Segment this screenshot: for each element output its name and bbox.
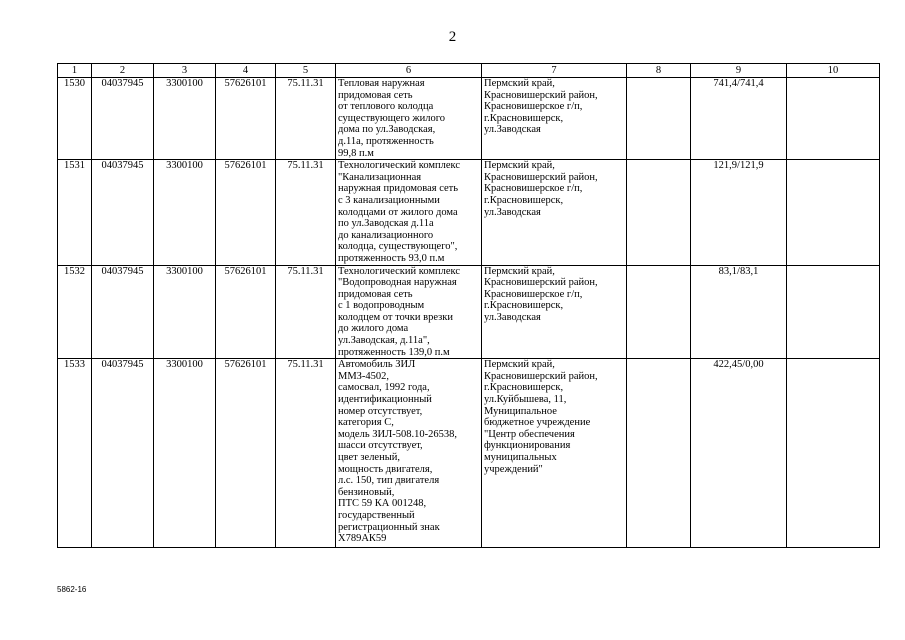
description-line: существующего жилого — [338, 112, 446, 124]
address-line: ул.Заводская — [484, 124, 541, 136]
column-10-cell — [787, 265, 880, 359]
description-line: от теплового колодца — [338, 101, 434, 113]
description-line: ММЗ-4502, — [338, 370, 390, 382]
description-line: Технологический комплекс — [338, 265, 461, 277]
okpo-code: 04037945 — [92, 359, 154, 548]
address-line: Красновишерское г/п, — [484, 288, 583, 300]
column-8-cell — [627, 265, 691, 359]
description-line: мощность двигателя, — [338, 463, 433, 475]
oktmo-code: 57626101 — [216, 359, 276, 548]
address-line: г.Красновишерск, — [484, 112, 564, 124]
description-line: л.с. 150, тип двигателя — [338, 475, 440, 487]
row-number: 1533 — [58, 359, 92, 548]
value-cell: 83,1/83,1 — [691, 265, 787, 359]
address-line: функционирования — [484, 440, 571, 452]
column-header-9: 9 — [691, 64, 787, 78]
row-number: 1531 — [58, 160, 92, 265]
description-line: цвет зеленый, — [338, 452, 401, 463]
description-line: придомовая сеть — [338, 288, 413, 300]
column-header-8: 8 — [627, 64, 691, 78]
column-header-6: 6 — [336, 64, 482, 78]
description-line: колодцем от точки врезки — [338, 311, 454, 323]
table-row — [58, 359, 880, 548]
column-header-1: 1 — [58, 64, 92, 78]
address-line: Пермский край, — [484, 160, 555, 172]
oktmo-code: 57626101 — [216, 265, 276, 359]
address-line: г.Красновишерск, — [484, 194, 564, 206]
description-line: номер отсутствует, — [338, 405, 423, 417]
address-line: Красновишерский район, — [484, 277, 598, 289]
description-line: наружная придомовая сеть — [338, 183, 459, 195]
object-address — [482, 78, 627, 160]
description-line: дома по ул.Заводская, — [338, 124, 436, 136]
okfs-code: 3300100 — [154, 160, 216, 265]
address-line: Пермский край, — [484, 265, 555, 277]
value-cell: 121,9/121,9 — [691, 160, 787, 265]
description-line: шасси отсутствует, — [338, 440, 423, 452]
address-line: Красновишерский район, — [484, 89, 598, 101]
description-line: с 3 канализационными — [338, 194, 440, 206]
column-header-7: 7 — [482, 64, 627, 78]
okved-code: 75.11.31 — [276, 160, 336, 265]
value-cell: 741,4/741,4 — [691, 78, 787, 160]
description-line: Автомобиль ЗИЛ — [338, 359, 416, 371]
object-address — [482, 359, 627, 548]
object-address — [482, 160, 627, 265]
address-line: бюджетное учреждение — [484, 417, 591, 429]
description-line: по ул.Заводская д.11а — [338, 218, 434, 230]
page-number: 2 — [448, 29, 457, 45]
address-line: г.Красновишерск, — [484, 300, 564, 312]
description-line: Тепловая наружная — [338, 78, 425, 89]
column-header-2: 2 — [92, 64, 154, 78]
description-line: колодцами от жилого дома — [338, 206, 458, 218]
column-10-cell — [787, 78, 880, 160]
description-line: протяженность 93,0 п.м — [338, 252, 445, 264]
oktmo-code: 57626101 — [216, 160, 276, 265]
object-description — [336, 160, 482, 265]
value-cell: 422,45/0,00 — [691, 359, 787, 548]
description-line: государственный — [338, 509, 415, 521]
description-line: бензиновый, — [338, 486, 395, 498]
column-8-cell — [627, 78, 691, 160]
table-row — [58, 265, 880, 359]
object-address — [482, 265, 627, 359]
description-line: до канализационного — [338, 229, 434, 241]
object-description — [336, 78, 482, 160]
description-line: д.11а, протяженность — [338, 135, 434, 147]
description-line: до жилого дома — [338, 323, 409, 335]
okpo-code: 04037945 — [92, 265, 154, 359]
column-header-10: 10 — [787, 64, 880, 78]
oktmo-code: 57626101 — [216, 78, 276, 160]
column-8-cell — [627, 359, 691, 548]
address-line: "Центр обеспечения — [484, 428, 575, 440]
address-line: Муниципальное — [484, 405, 557, 417]
address-line: Красновишерское г/п, — [484, 101, 583, 113]
description-line: модель ЗИЛ-508.10-26538, — [338, 428, 457, 440]
address-line: Красновишерское г/п, — [484, 183, 583, 195]
okpo-code: 04037945 — [92, 78, 154, 160]
description-line: категория С, — [338, 417, 394, 429]
address-line: ул.Заводская — [484, 206, 541, 218]
description-line: "Водопроводная наружная — [338, 277, 457, 289]
row-number: 1530 — [58, 78, 92, 160]
description-line: ул.Заводская, д.11а", — [338, 335, 430, 347]
address-line: муниципальных — [484, 452, 557, 463]
table-row — [58, 160, 880, 265]
registry-table — [57, 63, 880, 548]
description-line: колодца, существующего", — [338, 241, 458, 253]
table-row — [58, 78, 880, 160]
description-line: идентификационный — [338, 394, 432, 406]
column-header-4: 4 — [216, 64, 276, 78]
okfs-code: 3300100 — [154, 265, 216, 359]
column-10-cell — [787, 160, 880, 265]
address-line: Пермский край, — [484, 78, 555, 89]
column-number-row — [58, 64, 880, 78]
okpo-code: 04037945 — [92, 160, 154, 265]
description-line: Х789АК59 — [338, 533, 387, 545]
column-10-cell — [787, 359, 880, 548]
description-line: Технологический комплекс — [338, 160, 461, 172]
column-8-cell — [627, 160, 691, 265]
okfs-code: 3300100 — [154, 78, 216, 160]
document-code: 5862-16 — [57, 585, 87, 594]
description-line: с 1 водопроводным — [338, 300, 425, 312]
description-line: придомовая сеть — [338, 89, 413, 101]
column-header-3: 3 — [154, 64, 216, 78]
description-line: протяженность 139,0 п.м — [338, 346, 450, 358]
description-line: 99,8 п.м — [338, 147, 374, 159]
okfs-code: 3300100 — [154, 359, 216, 548]
address-line: ул.Куйбышева, 11, — [484, 394, 567, 406]
address-line: Пермский край, — [484, 359, 555, 371]
description-line: самосвал, 1992 года, — [338, 382, 430, 394]
address-line: Красновишерский район, — [484, 370, 598, 382]
object-description — [336, 359, 482, 548]
address-line: учреждений" — [484, 463, 543, 475]
description-line: регистрационный знак — [338, 521, 440, 533]
okved-code: 75.11.31 — [276, 78, 336, 160]
object-description — [336, 265, 482, 359]
address-line: г.Красновишерск, — [484, 382, 564, 394]
okved-code: 75.11.31 — [276, 359, 336, 548]
description-line: ПТС 59 КА 001248, — [338, 498, 427, 510]
okved-code: 75.11.31 — [276, 265, 336, 359]
row-number: 1532 — [58, 265, 92, 359]
description-line: "Канализационная — [338, 171, 422, 183]
address-line: Красновишерский район, — [484, 171, 598, 183]
address-line: ул.Заводская — [484, 311, 541, 323]
column-header-5: 5 — [276, 64, 336, 78]
